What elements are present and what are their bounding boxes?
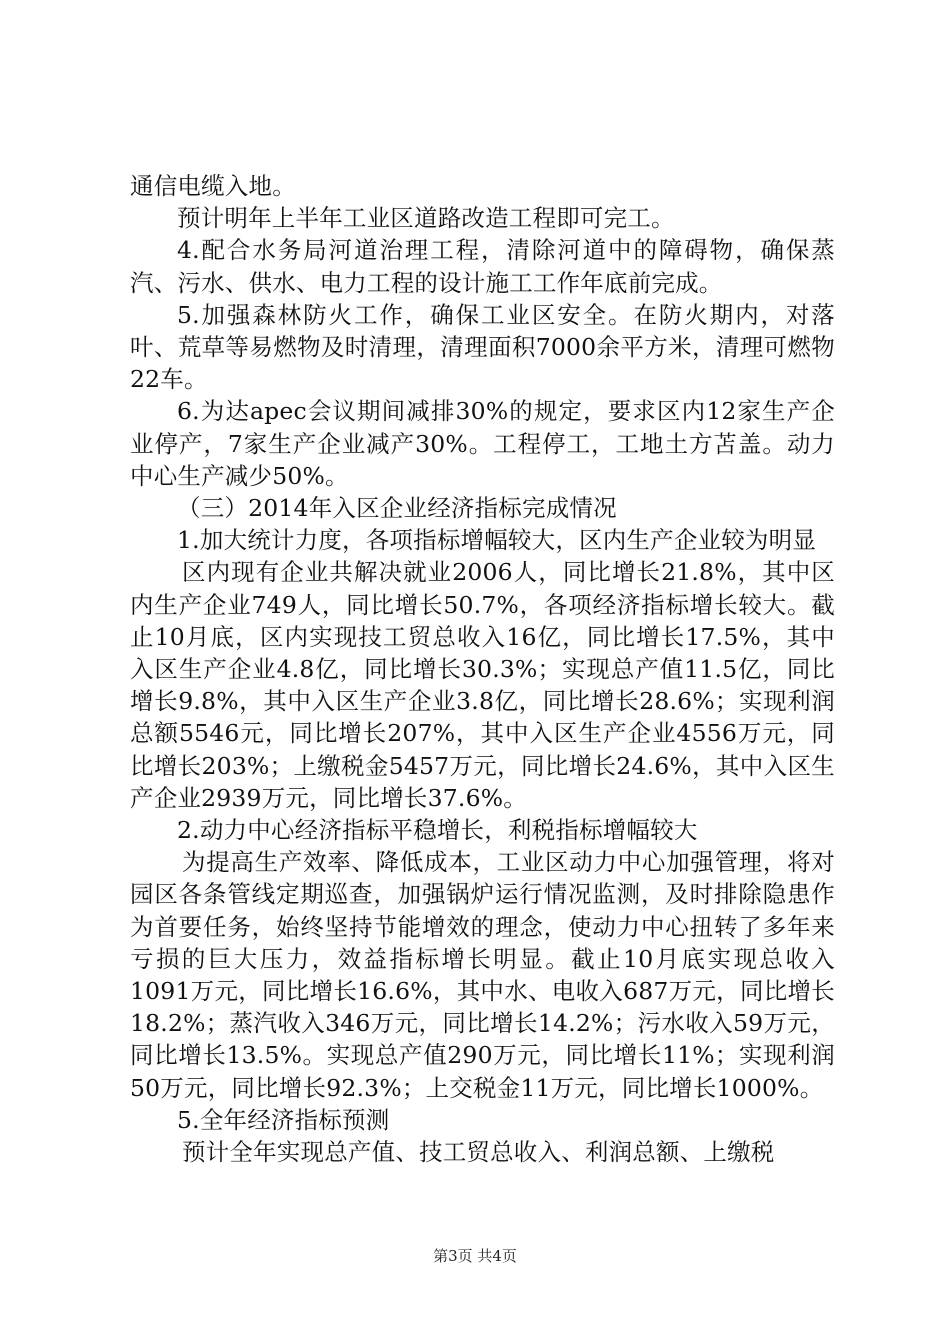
- section-heading-3: （三）2014年入区企业经济指标完成情况: [177, 494, 617, 523]
- paragraph-item-5: 5.加强森林防火工作，确保工业区安全。在防火期内，对落叶、荒草等易燃物及时清理，清理面积7000余平方米，清理可燃物22车。: [130, 300, 835, 394]
- subheading-5: 5.全年经济指标预测: [177, 1105, 390, 1134]
- subheading-1: 1.加大统计力度，各项指标增幅较大，区内生产企业较为明显: [177, 526, 817, 555]
- paragraph-road-completion: 预计明年上半年工业区道路改造工程即可完工。: [177, 204, 675, 233]
- paragraph-enterprise-indicators: 区内现有企业共解决就业2006人，同比增长21.8%，其中区内生产企业749人，同比增长50.7%，各项经济指标增长较大。截止10月底，区内实现技工贸总收入16亿，同比增长17.5%，其中入区生产企业4.8亿，同比增长30.3%；实现总产值11.5亿，同比增长9.8%，其中入区生产企业3.8亿，同比增长28.6%；实现利润总额5546元，同比增长207%，其中入区生产企业4556万元，同比增长203%；上缴税金5457万元，同比增长24.6%，其中入区生产企业2939万元，同比增长37.6%。: [130, 558, 835, 812]
- paragraph-continuation: 通信电缆入地。: [130, 172, 296, 200]
- document-body: [130, 170, 835, 1168]
- paragraph-item-4: 4.配合水务局河道治理工程，清除河道中的障碍物，确保蒸汽、污水、供水、电力工程的设计施工工作年底前完成。: [130, 236, 835, 297]
- page-footer: 第3页 共4页: [433, 1247, 517, 1265]
- paragraph-power-center: 为提高生产效率、降低成本，工业区动力中心加强管理，将对园区各条管线定期巡查，加强锅炉运行情况监测，及时排除隐患作为首要任务，始终坚持节能增效的理念，使动力中心扭转了多年来亏损的巨大压力，效益指标增长明显。截止10月底实现总收入1091万元，同比增长16.6%，其中水、电收入687万元，同比增长18.2%；蒸汽收入346万元，同比增长14.2%；污水收入59万元，同比增长13.5%。实现总产值290万元，同比增长11%；实现利润50万元，同比增长92.3%；上交税金11万元，同比增长1000%。: [130, 848, 835, 1102]
- paragraph-item-6: 6.为达apec会议期间减排30%的规定，要求区内12家生产企业停产，7家生产企业减产30%。工程停工，工地土方苫盖。动力中心生产减少50%。: [130, 397, 835, 490]
- subheading-2: 2.动力中心经济指标平稳增长，利税指标增幅较大: [177, 816, 698, 845]
- paragraph-forecast: 预计全年实现总产值、技工贸总收入、利润总额、上缴税: [182, 1138, 775, 1167]
